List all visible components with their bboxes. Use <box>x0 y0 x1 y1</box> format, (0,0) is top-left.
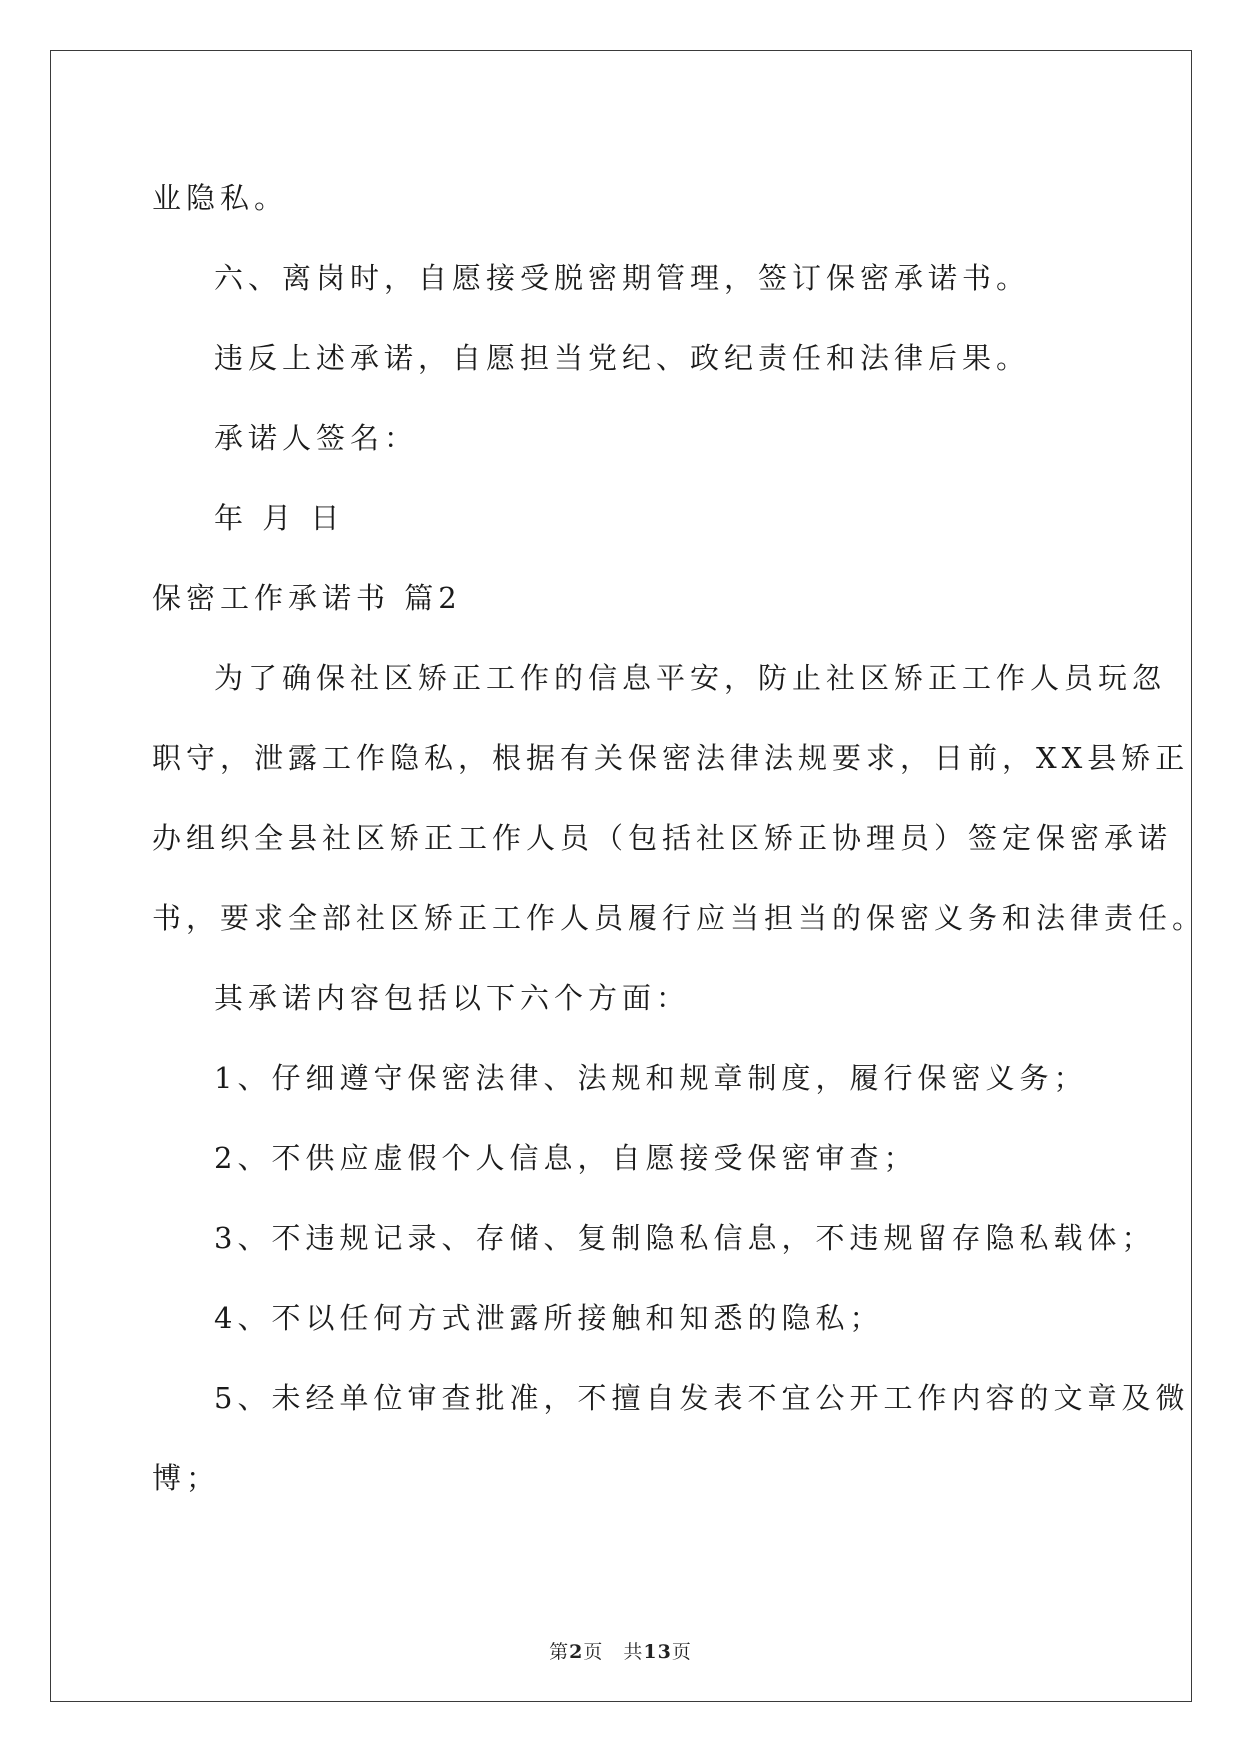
commitment-item-1: 1、仔细遵守保密法律、法规和规章制度，履行保密义务； <box>214 1061 1088 1095</box>
intro-line-1: 为了确保社区矫正工作的信息平安，防止社区矫正工作人员玩忽 <box>214 661 1167 695</box>
commitment-item-5: 5、未经单位审查批准，不擅自发表不宜公开工作内容的文章及微 <box>214 1381 1190 1415</box>
commitment-item-2: 2、不供应虚假个人信息，自愿接受保密审查； <box>214 1141 918 1175</box>
footer-mid: 页 共 <box>583 1641 644 1663</box>
intro-line-2: 职守，泄露工作隐私，根据有关保密法律法规要求，日前，XX县矫正 <box>152 741 1190 775</box>
document-body <box>152 158 1207 1518</box>
signature-line: 承诺人签名： <box>214 421 419 455</box>
commitment-item-5-cont: 博； <box>152 1461 221 1495</box>
commitment-item-4: 4、不以任何方式泄露所接触和知悉的隐私； <box>214 1301 884 1335</box>
commitment-summary: 其承诺内容包括以下六个方面： <box>214 981 691 1015</box>
intro-line-3: 办组织全县社区矫正工作人员（包括社区矫正协理员）签定保密承诺 <box>152 821 1173 855</box>
commitment-item-3: 3、不违规记录、存储、复制隐私信息，不违规留存隐私载体； <box>214 1221 1156 1255</box>
page-footer <box>0 1637 1241 1664</box>
footer-prefix: 第 <box>549 1641 570 1663</box>
paragraph-continuation: 业隐私。 <box>152 181 289 215</box>
footer-suffix: 页 <box>671 1641 692 1663</box>
page-number: 2 <box>569 1641 584 1663</box>
paragraph-item-six: 六、离岗时，自愿接受脱密期管理，签订保密承诺书。 <box>214 261 1031 295</box>
section-heading: 保密工作承诺书 篇2 <box>152 581 462 615</box>
date-line: 年 月 日 <box>214 501 345 535</box>
paragraph-violation: 违反上述承诺，自愿担当党纪、政纪责任和法律后果。 <box>214 341 1031 375</box>
page-total: 13 <box>643 1641 672 1663</box>
intro-line-4: 书，要求全部社区矫正工作人员履行应当担当的保密义务和法律责任。 <box>152 901 1207 935</box>
